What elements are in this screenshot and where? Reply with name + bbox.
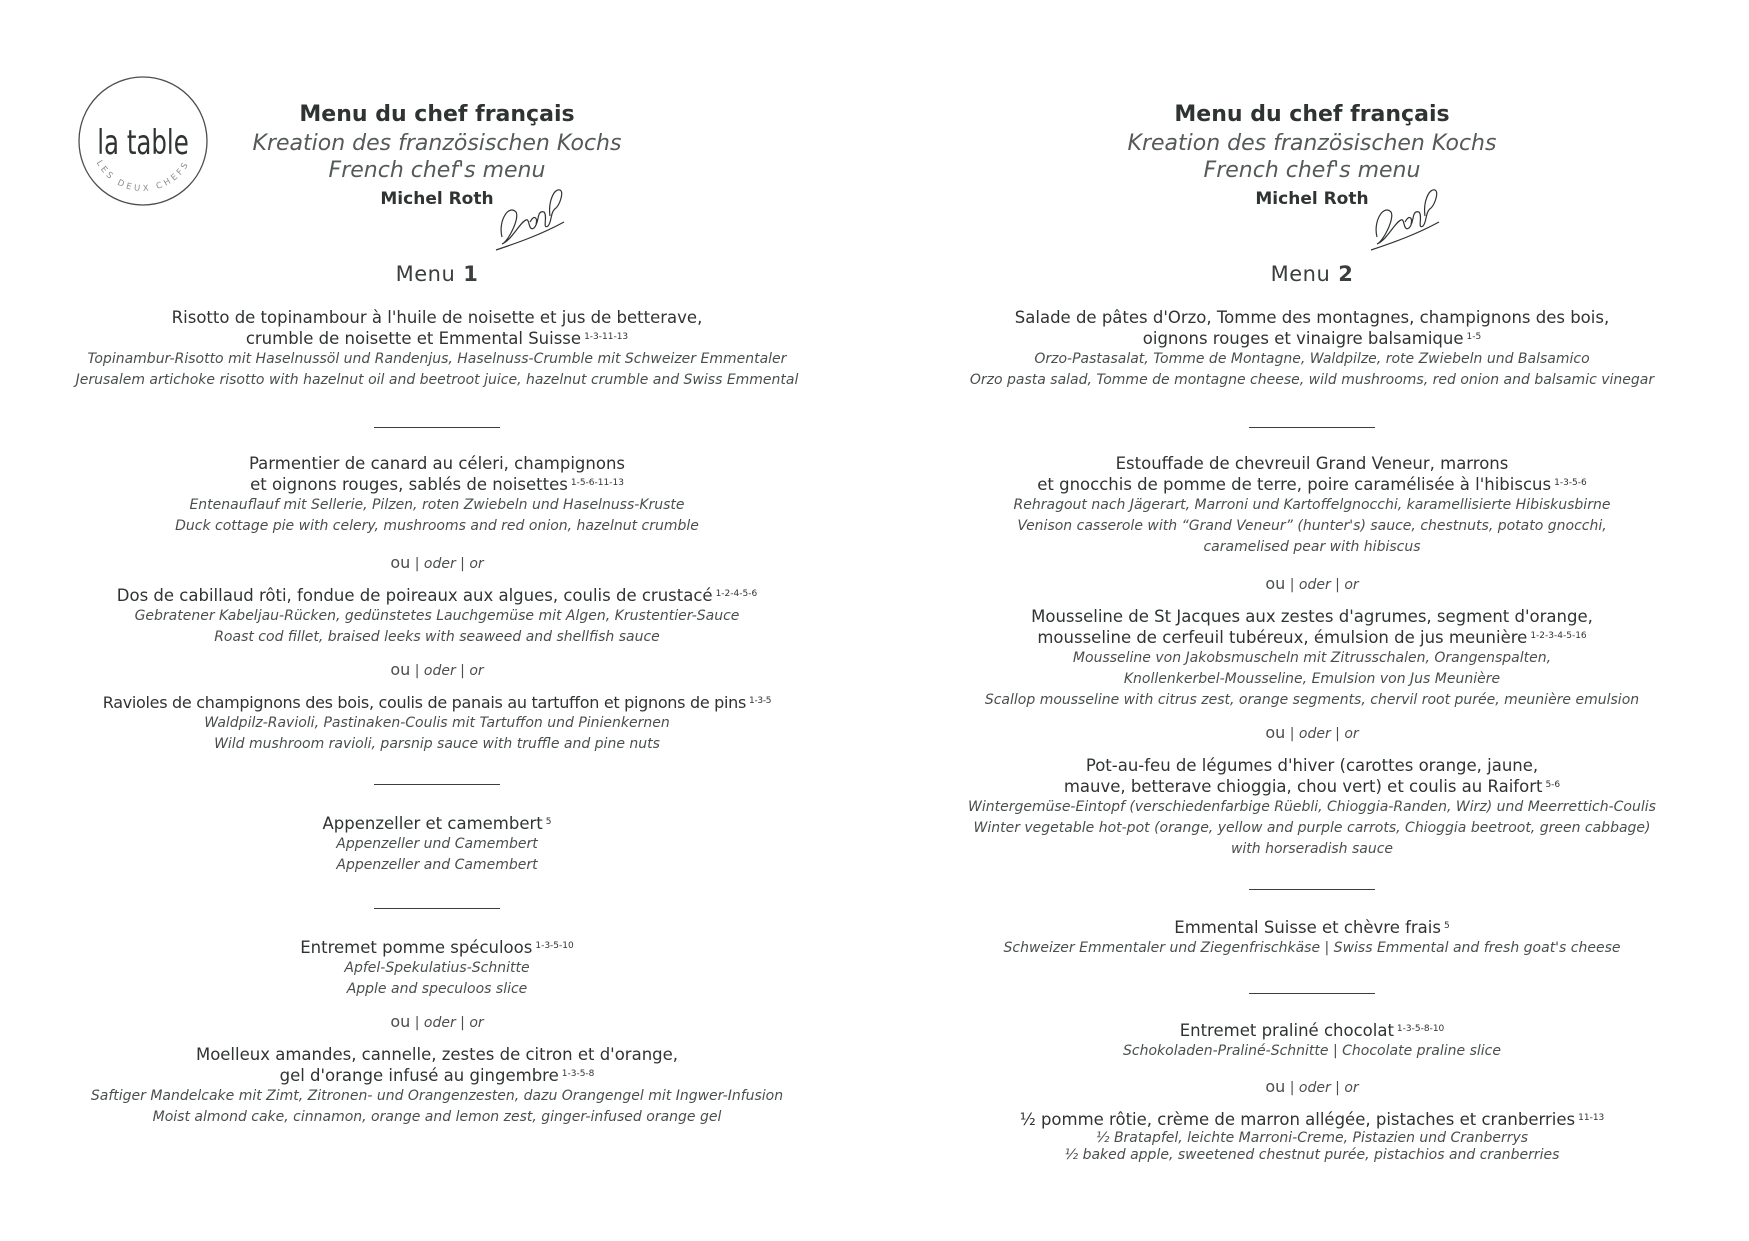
menu-subtitle-en: French chef's menu — [1203, 158, 1421, 183]
allergen-codes: 5 — [545, 817, 552, 827]
allergen-codes: 1-3-5-8-10 — [1396, 1024, 1445, 1034]
course-starter: Salade de pâtes d'Orzo, Tomme des montagnes, champignons des bois, oignons rouges et vinaigre balsamique $^{1-5}$ Orzo-Pastasalat, Tomme de Montagne, Waldpilze, rote Zwiebeln und Balsamico Orzo pasta salad, Tomme de montagne cheese, wild mushrooms, red onion and balsamic vinegar — [969, 308, 1655, 388]
course-cheese: Emmental Suisse et chèvre frais $^5$ Schweizer Emmentaler und Ziegenfrischkäse | Swiss Emmental and fresh goat's cheese — [1003, 918, 1621, 956]
or-separator: ou | oder | or — [1265, 574, 1359, 593]
menu-title: Menu du chef français — [1174, 102, 1450, 127]
allergen-codes: 1-3-5-8 — [561, 1069, 595, 1079]
menu-subtitle-de: Kreation des französischen Kochs — [1127, 131, 1497, 156]
menu-number-label: Menu 2 — [1270, 262, 1354, 286]
divider — [374, 784, 500, 785]
chef-name: Michel Roth — [380, 189, 494, 209]
divider — [374, 427, 500, 428]
or-separator: ou | oder | or — [390, 660, 484, 679]
course-dessert-option-2: ½ pomme rôtie, crème de marron allégée, pistaches et cranberries $^{11-13}$ ½ Bratapfel, leichte Marroni-Creme, Pistazien und Cranberrys ½ baked apple, sweetened chestnut purée, pistachios and cranberries — [1019, 1110, 1605, 1163]
course-cheese: Appenzeller et camembert $^5$ Appenzeller und Camembert Appenzeller and Camembert — [322, 814, 552, 873]
divider — [1249, 427, 1375, 428]
allergen-codes: 1-2-4-5-6 — [715, 589, 758, 599]
allergen-codes: 1-3-5 — [749, 696, 772, 706]
chef-signature — [490, 182, 568, 252]
allergen-codes: 1-5-6-11-13 — [570, 478, 624, 488]
or-separator: ou | oder | or — [390, 1012, 484, 1031]
logo-name: la table — [97, 123, 189, 163]
course-main-option-2: Dos de cabillaud rôti, fondue de poireaux aux algues, coulis de crustacé $^{1-2-4-5-6}$ Gebratener Kabeljau-Rücken, gedünstetes Lauchgemüse mit Algen, Krustentier-Sauce Roast cod fillet, braised leeks with seaweed and shellfish sauce — [116, 586, 758, 645]
menu-subtitle-en: French chef's menu — [328, 158, 546, 183]
course-main-option-2: Mousseline de St Jacques aux zestes d'agrumes, segment d'orange, mousseline de cerfeuil tubéreux, émulsion de jus meunière $^{1-2-3-4-5-16}$ Mousseline von Jakobsmuscheln mit Zitrusschalen, Orangenspalten, Knollenkerbel-Mousseline, Emulsion von Jus Meunière Scallop mousseline with citrus zest, orange segments, chervil root purée, meunière emulsion — [984, 607, 1640, 708]
course-dessert-option-1: Entremet pomme spéculoos $^{1-3-5-10}$ Apfel-Spekulatius-Schnitte Apple and speculoos slice — [300, 938, 574, 997]
chef-signature — [1365, 182, 1443, 252]
course-main-option-1: Parmentier de canard au céleri, champignons et oignons rouges, sablés de noisettes $^{1-5-6-11-13}$ Entenauflauf mit Sellerie, Pilzen, roten Zwiebeln und Haselnuss-Kruste Duck cottage pie with celery, mushrooms and red onion, hazelnut crumble — [175, 454, 699, 534]
menu-title: Menu du chef français — [299, 102, 575, 127]
allergen-codes: 5-6 — [1545, 780, 1561, 790]
or-separator: ou | oder | or — [1265, 1077, 1359, 1096]
allergen-codes: 5 — [1443, 921, 1450, 931]
course-dessert-option-1: Entremet praliné chocolat $^{1-3-5-8-10}$ Schokoladen-Praliné-Schnitte | Chocolate praline slice — [1123, 1021, 1501, 1059]
allergen-codes: 1-3-5-6 — [1554, 478, 1587, 488]
or-separator: ou | oder | or — [1265, 723, 1359, 742]
divider — [374, 908, 500, 909]
menu-page-2 — [875, 0, 1749, 1241]
menu-header — [0, 100, 874, 212]
divider — [1249, 889, 1375, 890]
allergen-codes: 1-5 — [1466, 332, 1482, 342]
allergen-codes: 1-2-3-4-5-16 — [1530, 631, 1587, 641]
menu-header — [875, 100, 1749, 212]
course-main-option-3: Ravioles de champignons des bois, coulis de panais au tartuffon et pignons de pins $^{1-3-5}$ Waldpilz-Ravioli, Pastinaken-Coulis mit Tartuffon und Pinienkernen Wild mushroom ravioli, parsnip sauce with truffle and pine nuts — [102, 693, 772, 752]
divider — [1249, 993, 1375, 994]
menu-page-1 — [0, 0, 874, 1241]
course-main-option-3: Pot-au-feu de légumes d'hiver (carottes orange, jaune, mauve, betterave chioggia, chou vert) et coulis au Raifort $^{5-6}$ Wintergemüse-Eintopf (verschiedenfarbige Rüebli, Chioggia-Randen, Wirz) und Meerrettich-Coulis Winter vegetable hot-pot (orange, yellow and purple carrots, Chioggia beetroot, green cabbage) with horseradish sauce — [968, 756, 1656, 857]
menu-subtitle-de: Kreation des französischen Kochs — [252, 131, 622, 156]
chef-name: Michel Roth — [1255, 189, 1369, 209]
allergen-codes: 11-13 — [1578, 1113, 1605, 1123]
menu-number-label: Menu 1 — [395, 262, 479, 286]
course-main-option-1: Estouffade de chevreuil Grand Veneur, marrons et gnocchis de pomme de terre, poire caramélisée à l'hibiscus $^{1-3-5-6}$ Rehragout nach Jägerart, Marroni und Kartoffelgnocchi, karamellisierte Hibiskusbirne Venison casserole with “Grand Veneur” (hunter's) sauce, chestnuts, potato gnocchi, caramelised pear with hibiscus — [1013, 454, 1611, 555]
allergen-codes: 1-3-5-10 — [535, 941, 574, 951]
allergen-codes: 1-3-11-13 — [584, 332, 629, 342]
logo-tagline: LES DEUX CHEFS — [93, 158, 193, 195]
course-dessert-option-2: Moelleux amandes, cannelle, zestes de citron et d'orange, gel d'orange infusé au gingembre $^{1-3-5-8}$ Saftiger Mandelcake mit Zimt, Zitronen- und Orangenzesten, dazu Orangengel mit Ingwer-Infusion Moist almond cake, cinnamon, orange and lemon zest, ginger-infused orange gel — [90, 1045, 784, 1125]
course-starter: Risotto de topinambour à l'huile de noisette et jus de betterave, crumble de noisette et Emmental Suisse $^{1-3-11-13}$ Topinambur-Risotto mit Haselnussöl und Randenjus, Haselnuss-Crumble mit Schweizer Emmentaler Jerusalem artichoke risotto with hazelnut oil and beetroot juice, hazelnut crumble and Swiss Emmental — [75, 308, 799, 388]
or-separator: ou | oder | or — [390, 553, 484, 572]
